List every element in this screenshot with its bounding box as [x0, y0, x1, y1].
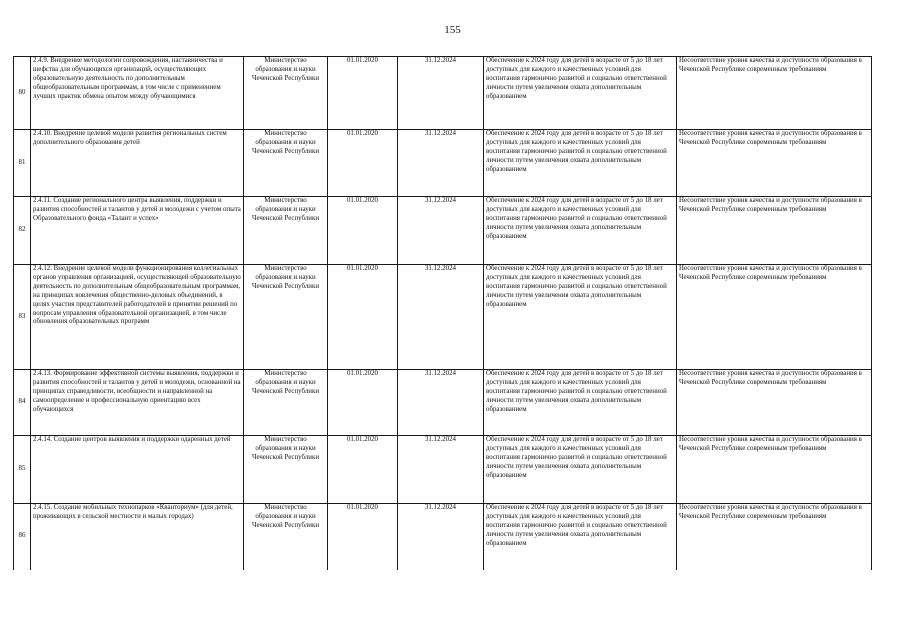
row-number: 80 — [14, 57, 31, 130]
end-date-cell: 31.12.2024 — [398, 370, 484, 436]
expected-result-cell: Обеспечение к 2024 году для детей в возрасте от 5 до 18 лет доступных для каждого и качественных условий для воспитания гармонично развитой и социально ответственной личности путем увеличения охвата дополнительным образованием — [484, 197, 677, 265]
table-row — [14, 265, 872, 370]
risk-cell: Несоответствие уровня качества и доступности образования в Чеченской Республике современным требованиям — [677, 197, 872, 265]
measures-table — [13, 56, 872, 570]
risk-cell: Несоответствие уровня качества и доступности образования в Чеченской Республике современным требованиям — [677, 265, 872, 370]
row-number: 85 — [14, 436, 31, 504]
expected-result-cell: Обеспечение к 2024 году для детей в возрасте от 5 до 18 лет доступных для каждого и качественных условий для воспитания гармонично развитой и социально ответственной личности путем увеличения охвата дополнительным образованием — [484, 130, 677, 197]
risk-cell: Несоответствие уровня качества и доступности образования в Чеченской Республике современным требованиям — [677, 130, 872, 197]
measure-cell: 2.4.9. Внедрение методологии сопровождения, наставничества и шефства для обучающихся организаций, осуществляющих образовательную деятельность по дополнительным общеобразовательным программам, в том числе с применением лучших практик обмена опытом между обучающимися — [31, 57, 244, 130]
risk-cell: Несоответствие уровня качества и доступности образования в Чеченской Республике современным требованиям — [677, 370, 872, 436]
table-row — [14, 504, 872, 570]
executor-cell: Министерство образования и науки Чеченской Республики — [244, 130, 328, 197]
row-number: 82 — [14, 197, 31, 265]
executor-cell: Министерство образования и науки Чеченской Республики — [244, 57, 328, 130]
row-number: 84 — [14, 370, 31, 436]
end-date-cell: 31.12.2024 — [398, 130, 484, 197]
end-date-cell: 31.12.2024 — [398, 197, 484, 265]
measure-cell: 2.4.10. Внедрение целевой модели развития региональных систем дополнительного образования детей — [31, 130, 244, 197]
table-row — [14, 197, 872, 265]
start-date-cell: 01.01.2020 — [328, 197, 398, 265]
start-date-cell: 01.01.2020 — [328, 57, 398, 130]
executor-cell: Министерство образования и науки Чеченской Республики — [244, 504, 328, 570]
expected-result-cell: Обеспечение к 2024 году для детей в возрасте от 5 до 18 лет доступных для каждого и качественных условий для воспитания гармонично развитой и социально ответственной личности путем увеличения охвата дополнительным образованием — [484, 265, 677, 370]
table-row — [14, 57, 872, 130]
executor-cell: Министерство образования и науки Чеченской Республики — [244, 265, 328, 370]
executor-cell: Министерство образования и науки Чеченской Республики — [244, 436, 328, 504]
risk-cell: Несоответствие уровня качества и доступности образования в Чеченской Республике современным требованиям — [677, 436, 872, 504]
start-date-cell: 01.01.2020 — [328, 370, 398, 436]
start-date-cell: 01.01.2020 — [328, 436, 398, 504]
executor-cell: Министерство образования и науки Чеченской Республики — [244, 197, 328, 265]
measure-cell: 2.4.13. Формирование эффективной системы выявления, поддержки и развития способностей и талантов у детей и молодежи, основанной на принципах справедливости, всеобщности и направленной на самоопределение и профессиональную ориентацию всех обучающихся — [31, 370, 244, 436]
row-number: 86 — [14, 504, 31, 570]
expected-result-cell: Обеспечение к 2024 году для детей в возрасте от 5 до 18 лет доступных для каждого и качественных условий для воспитания гармонично развитой и социально ответственной личности путем увеличения охвата дополнительным образованием — [484, 436, 677, 504]
table-row — [14, 436, 872, 504]
end-date-cell: 31.12.2024 — [398, 57, 484, 130]
start-date-cell: 01.01.2020 — [328, 504, 398, 570]
measure-cell: 2.4.14. Создание центров выявления и поддержки одаренных детей — [31, 436, 244, 504]
end-date-cell: 31.12.2024 — [398, 436, 484, 504]
start-date-cell: 01.01.2020 — [328, 130, 398, 197]
risk-cell: Несоответствие уровня качества и доступности образования в Чеченской Республике современным требованиям — [677, 504, 872, 570]
row-number: 81 — [14, 130, 31, 197]
end-date-cell: 31.12.2024 — [398, 504, 484, 570]
row-number: 83 — [14, 265, 31, 370]
table-row — [14, 370, 872, 436]
expected-result-cell: Обеспечение к 2024 году для детей в возрасте от 5 до 18 лет доступных для каждого и качественных условий для воспитания гармонично развитой и социально ответственной личности путем увеличения охвата дополнительным образованием — [484, 57, 677, 130]
start-date-cell: 01.01.2020 — [328, 265, 398, 370]
expected-result-cell: Обеспечение к 2024 году для детей в возрасте от 5 до 18 лет доступных для каждого и качественных условий для воспитания гармонично развитой и социально ответственной личности путем увеличения охвата дополнительным образованием — [484, 370, 677, 436]
executor-cell: Министерство образования и науки Чеченской Республики — [244, 370, 328, 436]
table-row — [14, 130, 872, 197]
measure-cell: 2.4.11. Создание регионального центра выявления, поддержки и развития способностей и талантов у детей и молодежи с учетом опыта Образовательного фонда «Талант и успех» — [31, 197, 244, 265]
expected-result-cell: Обеспечение к 2024 году для детей в возрасте от 5 до 18 лет доступных для каждого и качественных условий для воспитания гармонично развитой и социально ответственной личности путем увеличения охвата дополнительным образованием — [484, 504, 677, 570]
page-number: 155 — [444, 24, 461, 36]
risk-cell: Несоответствие уровня качества и доступности образования в Чеченской Республике современным требованиям — [677, 57, 872, 130]
measure-cell: 2.4.12. Внедрение целевой модели функционирования коллегиальных органов управления организацией, осуществляющей образовательную деятельность по дополнительным общеобразовательным программам, на принципах вовлечения общественно-деловых объединений, в целях участия представителей работодателей в принятии решений по вопросам управления образовательной организацией, в том числе обновления образовательных программ — [31, 265, 244, 370]
end-date-cell: 31.12.2024 — [398, 265, 484, 370]
measure-cell: 2.4.15. Создание мобильных технопарков «Кванториум» (для детей, проживающих в сельской местности и малых городах) — [31, 504, 244, 570]
